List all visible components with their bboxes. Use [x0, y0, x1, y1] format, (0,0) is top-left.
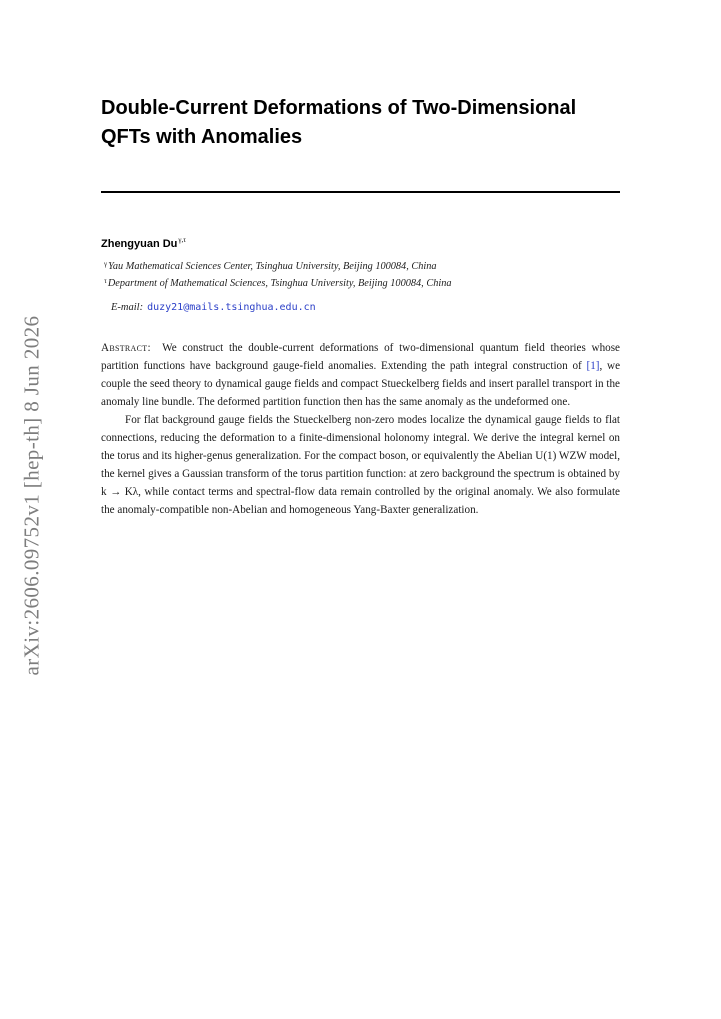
title-rule	[101, 191, 620, 193]
affiliation-1-text: Yau Mathematical Sciences Center, Tsinghua University, Beijing 100084, China	[108, 261, 437, 272]
email-line	[111, 302, 316, 313]
paper-title: Double-Current Deformations of Two-Dimensional QFTs with Anomalies	[101, 97, 577, 148]
author-name: Zhengyuan Du	[101, 238, 178, 250]
abstract-paragraph-2: For flat background gauge fields the Stueckelberg non-zero modes localize the dynamical gauge fields to flat connections, reducing the deformation to a finite-dimensional holonomy integral. We derive the integral kernel on the torus and its higher-genus generalization. For the compact boson, or equivalently the Abelian U(1) WZW model, the kernel gives a Gaussian transform of the torus partition function: at zero background the spectrum is obtained by k → Kλ, while contact terms and spectral-flow data remain controlled by the original anomaly. We also formulate the anomaly-compatible non-Abelian and homogeneous Yang-Baxter generalization.	[101, 414, 620, 516]
abstract	[101, 339, 620, 519]
abstract-p1-after: , we couple the seed theory to dynamical gauge fields and compact Stueckelberg fields and insert parallel transport in the anomaly line bundle. The deformed partition function then has the same anomaly as the undeformed one.	[101, 360, 621, 408]
author-line	[101, 236, 186, 250]
affiliation-1-mark: γ	[104, 260, 108, 268]
email-label: E-mail:	[111, 302, 144, 313]
affiliation-2-text: Department of Mathematical Sciences, Tsinghua University, Beijing 100084, China	[107, 278, 452, 289]
author-affiliation-marks: γ,τ	[178, 236, 187, 244]
citation-link[interactable]: [1]	[586, 360, 600, 372]
abstract-paragraph-1	[101, 339, 620, 411]
affiliation-1	[104, 260, 437, 272]
abstract-label: Abstract:	[101, 342, 151, 354]
arxiv-identifier-text: arXiv:2606.09752v1 [hep-th] 8 Jun 2026	[19, 315, 44, 675]
arxiv-identifier-stamp	[6, 300, 58, 690]
affiliation-2	[104, 277, 452, 289]
abstract-p1-before: We construct the double-current deformations of two-dimensional quantum field theories whose partition functions have background gauge-field anomalies. Extending the path integral construction of	[101, 342, 620, 372]
affiliation-2-mark: τ	[104, 277, 107, 285]
email-link[interactable]: duzy21@mails.tsinghua.edu.cn	[147, 302, 316, 313]
